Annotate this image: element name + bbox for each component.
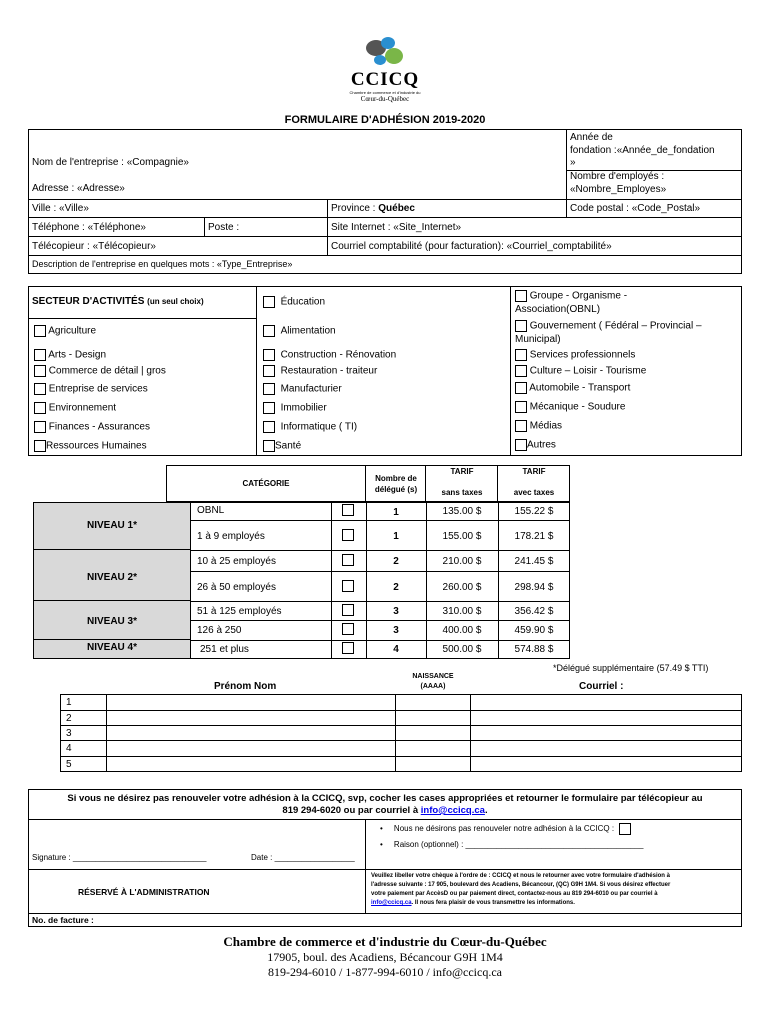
employees-label: Nombre d'employés : (570, 171, 665, 182)
row-delegates: 2 (393, 582, 399, 593)
founding-year-field[interactable]: fondation :«Année_de_fondation (570, 145, 715, 156)
checkbox[interactable] (515, 320, 527, 332)
sector-item[interactable]: Restauration - traiteur (263, 365, 377, 377)
reason-field[interactable]: • Raison (optionnel) : ________________________________________ (380, 840, 644, 849)
level-4-label: NIVEAU 4* (86, 642, 137, 653)
extra-delegate-note: *Délégué supplémentaire (57.49 $ TTI) (553, 663, 709, 673)
delegates-header-2: délégué (s) (374, 485, 418, 494)
sector-item[interactable]: Mécanique - Soudure (515, 401, 625, 413)
admin-email-link[interactable]: info@ccicq.ca (371, 900, 412, 906)
checkbox[interactable] (263, 440, 275, 452)
row-category: 126 à 250 (197, 625, 242, 636)
delegates-header-1: Nombre de (375, 474, 417, 483)
birth-header-2: (AAAA) (420, 683, 446, 690)
sector-item[interactable]: Entreprise de services (34, 383, 148, 395)
sector-item[interactable]: Environnement (34, 402, 116, 414)
logo-name: CCICQ (350, 69, 420, 90)
row-number: 5 (66, 759, 72, 770)
phone-field[interactable]: Téléphone : «Téléphone» (32, 222, 146, 233)
checkbox[interactable] (515, 365, 527, 377)
postal-code-field[interactable]: Code postal : «Code_Postal» (570, 203, 701, 214)
level-3-label: NIVEAU 3* (86, 616, 137, 627)
tarif-sans-header: sans taxes (441, 488, 483, 497)
row-delegates: 1 (393, 507, 399, 518)
sector-item[interactable]: Finances - Assurances (34, 421, 150, 433)
birth-header-1: NAISSANCE (412, 673, 454, 680)
row-category: 26 à 50 employés (197, 582, 276, 593)
checkbox[interactable] (342, 623, 354, 635)
checkbox[interactable] (34, 440, 46, 452)
invoice-number-field[interactable]: No. de facture : (32, 915, 94, 925)
checkbox[interactable] (342, 604, 354, 616)
footer-contact: 819-294-6010 / 1-877-994-6010 / info@ccicq.ca (268, 965, 502, 979)
sector-item[interactable]: Commerce de détail | gros (34, 365, 166, 377)
form-title: FORMULAIRE D'ADHÉSION 2019-2020 (284, 114, 486, 126)
row-number: 2 (66, 713, 72, 724)
row-price-avec: 178.21 $ (514, 531, 554, 542)
row-category: 51 à 125 employés (197, 606, 282, 617)
checkbox[interactable] (515, 382, 527, 394)
renewal-notice-2: 819 294-6020 ou par courriel à info@ccicq.ca. (282, 805, 488, 816)
checkbox[interactable] (263, 365, 275, 377)
employees-field[interactable]: «Nombre_Employes» (570, 184, 667, 195)
tarif-header: TARIF (450, 467, 474, 476)
description-field[interactable]: Description de l'entreprise en quelques mots : «Type_Entreprise» (32, 259, 293, 269)
checkbox[interactable] (34, 325, 46, 337)
sector-item[interactable]: Santé (263, 440, 301, 452)
checkbox[interactable] (263, 383, 275, 395)
founding-year-end: » (570, 157, 576, 168)
footer-org-name: Chambre de commerce et d'industrie du Cœur-du-Québec (223, 934, 547, 949)
checkbox[interactable] (515, 290, 527, 302)
row-category: 251 et plus (200, 644, 249, 655)
checkbox[interactable] (263, 296, 275, 308)
checkbox[interactable] (263, 349, 275, 361)
sector-title: SECTEUR D'ACTIVITÉS (un seul choix) (32, 296, 204, 307)
row-price-avec: 298.94 $ (514, 582, 554, 593)
logo-sub2: Cœur-du-Québec (360, 95, 410, 103)
row-number: 4 (66, 743, 72, 754)
sector-item[interactable]: Arts - Design (34, 349, 106, 361)
row-delegates: 1 (393, 531, 399, 542)
sector-item[interactable]: Services professionnels (515, 349, 635, 361)
row-price-avec: 574.88 $ (514, 644, 554, 655)
company-name-field[interactable]: Nom de l'entreprise : «Compagnie» (32, 157, 189, 168)
sector-item-cont: Municipal) (515, 334, 561, 345)
checkbox[interactable] (263, 325, 275, 337)
fax-field[interactable]: Télécopieur : «Télécopieur» (32, 241, 156, 252)
row-price-avec: 356.42 $ (514, 606, 554, 617)
sector-item[interactable]: Gouvernement ( Fédéral – Provincial – (515, 320, 702, 332)
row-delegates: 3 (393, 606, 399, 617)
extension-field[interactable]: Poste : (208, 222, 240, 233)
row-price-sans: 500.00 $ (442, 644, 482, 655)
founding-year-label: Année de (570, 132, 613, 143)
level-2-label: NIVEAU 2* (86, 572, 137, 583)
row-price-avec: 155.22 $ (514, 506, 554, 517)
checkbox[interactable] (515, 349, 527, 361)
row-price-avec: 459.90 $ (514, 625, 554, 636)
sector-item[interactable]: Immobilier (263, 402, 327, 414)
row-category: 10 à 25 employés (197, 556, 276, 567)
row-price-avec: 241.45 $ (514, 556, 554, 567)
website-field[interactable]: Site Internet : «Site_Internet» (331, 222, 462, 233)
tarif-avec-header: avec taxes (513, 488, 555, 497)
row-number: 1 (66, 697, 72, 708)
logo-sub1: Chambre de commerce et d'industrie du (349, 90, 421, 95)
checkbox[interactable] (342, 580, 354, 592)
row-price-sans: 260.00 $ (442, 582, 482, 593)
checkbox[interactable] (515, 439, 527, 451)
sector-item[interactable]: Éducation (263, 296, 325, 308)
checkbox[interactable] (342, 504, 354, 516)
sector-item[interactable]: Autres (515, 439, 556, 451)
checkbox[interactable] (342, 554, 354, 566)
email-link[interactable]: info@ccicq.ca (420, 805, 485, 816)
checkbox[interactable] (34, 421, 46, 433)
row-delegates: 2 (393, 556, 399, 567)
checkbox[interactable] (34, 402, 46, 414)
date-field[interactable]: Date : __________________ (251, 853, 355, 862)
province-field[interactable]: Province : Québec (331, 203, 415, 214)
row-price-sans: 155.00 $ (442, 531, 482, 542)
logo-icon (340, 34, 430, 70)
row-price-sans: 310.00 $ (442, 606, 482, 617)
no-renew-option[interactable]: • Nous ne désirons pas renouveler notre adhésion à la CCICQ : (380, 823, 631, 835)
email-header: Courriel : (579, 681, 624, 692)
admin-instructions: Veuillez libeller votre chèque à l'ordre de : CCICQ et nous le retourner avec votre formulaire d'adhésion à l'adresse suivante : 17 905, boulevard des Acadiens, Bécancour, (QC) G9H 1M4. Si vous désirez effectuer votre paiement par AccèsD ou par paiement direct, contactez-nous au 819 294-6010 ou par courriel à info@ccicq.ca. Il nous fera plaisir de vous transmettre les informations. (371, 873, 671, 906)
tarif-header: TARIF (522, 467, 546, 476)
row-price-sans: 135.00 $ (442, 506, 482, 517)
sector-item[interactable]: Manufacturier (263, 383, 342, 395)
checkbox[interactable] (515, 420, 527, 432)
checkbox[interactable] (34, 383, 46, 395)
checkbox[interactable] (342, 529, 354, 541)
checkbox[interactable] (263, 402, 275, 414)
category-header: CATÉGORIE (242, 479, 290, 488)
sector-item[interactable]: Construction - Rénovation (263, 349, 396, 361)
logo (340, 34, 430, 106)
footer-address: 17905, boul. des Acadiens, Bécancour G9H 1M4 (267, 950, 503, 964)
row-number: 3 (66, 728, 72, 739)
sector-item[interactable]: Culture – Loisir - Tourisme (515, 365, 646, 377)
sector-item[interactable]: Agriculture (34, 325, 96, 337)
checkbox[interactable] (263, 421, 275, 433)
checkbox[interactable] (34, 349, 46, 361)
name-header: Prénom Nom (214, 681, 277, 692)
sector-item[interactable]: Ressources Humaines (34, 440, 147, 452)
row-category: OBNL (197, 505, 225, 516)
admin-label: RÉSERVÉ À L'ADMINISTRATION (78, 887, 210, 897)
signature-field[interactable]: Signature : ______________________________ (32, 853, 207, 862)
row-price-sans: 210.00 $ (442, 556, 482, 567)
sector-item-cont: Association(OBNL) (515, 304, 601, 315)
row-delegates: 3 (393, 625, 399, 636)
sector-item[interactable]: Médias (515, 420, 562, 432)
city-field[interactable]: Ville : «Ville» (32, 203, 89, 214)
checkbox[interactable] (515, 401, 527, 413)
checkbox[interactable] (342, 642, 354, 654)
row-category: 1 à 9 employés (197, 531, 265, 542)
row-delegates: 4 (393, 644, 399, 655)
sector-item[interactable]: Alimentation (263, 325, 336, 337)
accounting-email-field[interactable]: Courriel comptabilité (pour facturation): «Courriel_comptabilité» (331, 241, 612, 252)
address-field[interactable]: Adresse : «Adresse» (32, 183, 125, 194)
sector-item[interactable]: Automobile - Transport (515, 382, 630, 394)
row-price-sans: 400.00 $ (442, 625, 482, 636)
checkbox[interactable] (619, 823, 631, 835)
sector-item[interactable]: Informatique ( TI) (263, 421, 357, 433)
renewal-notice-1: Si vous ne désirez pas renouveler votre adhésion à la CCICQ, svp, cocher les cases appropriées et retourner le formulaire par télécopieur au (67, 793, 703, 804)
sector-item[interactable]: Groupe - Organisme - (515, 290, 627, 302)
level-1-label: NIVEAU 1* (86, 520, 137, 531)
checkbox[interactable] (34, 365, 46, 377)
